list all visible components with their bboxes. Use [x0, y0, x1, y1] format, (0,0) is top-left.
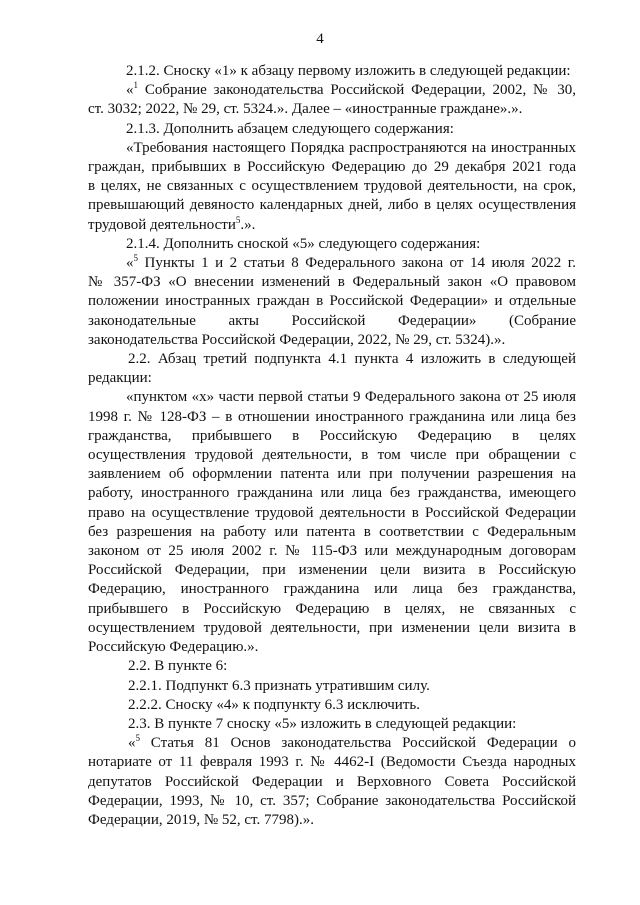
text-line: [88, 504, 576, 523]
line-text: положении иностранных граждан в Российской Федерации» и отдельные: [88, 293, 576, 310]
text-line: [88, 139, 576, 158]
text-line: [88, 350, 576, 369]
text-line: [88, 792, 576, 811]
text-line: [88, 580, 576, 599]
line-text: 2.2. В пункте 6:: [128, 658, 228, 675]
text-line: [88, 561, 576, 580]
quote-mark: «: [126, 82, 134, 99]
line-text: осуществлением трудовой деятельности, при изменении цели визита в: [88, 619, 576, 636]
text-line: [88, 696, 576, 715]
text-line: [88, 254, 576, 273]
footnote-marker: 5: [235, 214, 241, 225]
text-line: [88, 638, 576, 657]
text-line: [88, 657, 576, 676]
text-line: [88, 811, 576, 830]
text-line: [88, 619, 576, 638]
text-line: [88, 369, 576, 388]
text-line: [88, 677, 576, 696]
text-line: [88, 484, 576, 503]
line-text: 2.2.2. Сноску «4» к подпункту 6.3 исключить.: [128, 696, 420, 713]
line-text: трудовой деятельности: [88, 216, 236, 233]
text-line: [88, 235, 576, 254]
footnote-marker: 1: [133, 80, 138, 91]
document-body: [88, 62, 576, 830]
text-line: [88, 542, 576, 561]
text-line: [88, 408, 576, 427]
line-text: Статья 81 Основ законодательства Российской Федерации о: [140, 735, 576, 752]
line-text: 2.1.4. Дополнить сноской «5» следующего содержания:: [126, 235, 481, 252]
text-line: [88, 465, 576, 484]
quote-mark: «: [126, 255, 134, 272]
line-text: Федерации, 2019, № 52, ст. 7798).».: [88, 811, 314, 828]
line-text: № 357-ФЗ «О внесении изменений в Федеральный закон «О правовом: [88, 274, 576, 291]
line-text: право на осуществление трудовой деятельности в Российской Федерации: [88, 504, 576, 521]
line-text: редакции:: [88, 370, 152, 387]
line-text: законодательства Российской Федерации, 2022, № 29, ст. 5324).».: [88, 331, 506, 348]
quote-mark: «: [128, 735, 136, 752]
line-text: 2.2.1. Подпункт 6.3 признать утратившим силу.: [128, 677, 430, 694]
line-text: ст. 3032; 2022, № 29, ст. 5324.». Далее – «иностранные граждане».».: [88, 101, 523, 118]
text-line: [88, 734, 576, 753]
text-line: [88, 81, 576, 100]
text-line: [88, 292, 576, 311]
line-text: «Требования настоящего Порядка распространяются на иностранных: [126, 139, 576, 156]
line-text: Российскую Федерацию.».: [88, 639, 259, 656]
page-number: 4: [316, 31, 324, 47]
line-text: превышающий девяносто календарных дней, либо в целях осуществления: [88, 197, 576, 214]
text-line: [88, 753, 576, 772]
text-line: [88, 177, 576, 196]
text-line: [88, 158, 576, 177]
text-line: [88, 312, 576, 331]
text-line: [88, 446, 576, 465]
line-text: Собрание законодательства Российской Федерации, 2002, № 30,: [138, 82, 576, 99]
text-line: [88, 100, 576, 119]
text-line: [88, 427, 576, 446]
line-text: Федерации, 1993, № 10, ст. 357; Собрание законодательства Российской: [88, 792, 576, 809]
text-line: [88, 715, 576, 734]
footnote-marker: 5: [135, 733, 140, 744]
text-line: [88, 120, 576, 139]
line-text: работу, иностранного гражданина или лица без гражданства, имеющего: [88, 485, 576, 502]
text-line: [88, 388, 576, 407]
line-text: нотариате от 11 февраля 1993 г. № 4462-I (Ведомости Съезда народных: [88, 754, 576, 771]
text-line: [88, 196, 576, 215]
line-text: заявлением об оформлении патента или при получении разрешения на: [88, 466, 576, 483]
line-text: Российской Федерации, при изменении цели визита в Российскую: [88, 562, 576, 579]
line-text: граждан, прибывших в Российскую Федерацию до 29 декабря 2021 года: [88, 159, 576, 176]
text-line: [88, 62, 576, 81]
text-line: [88, 216, 576, 235]
line-text: 2.1.3. Дополнить абзацем следующего содержания:: [126, 120, 454, 137]
line-text: в целях, не связанных с осуществлением трудовой деятельности, на срок,: [88, 178, 576, 195]
text-line: [88, 773, 576, 792]
line-text: гражданства, прибывшего в Российскую Федерацию в целях: [88, 427, 576, 444]
text-line: [88, 523, 576, 542]
line-text: прибывшего в Российскую Федерацию в целях, не связанных с: [88, 600, 576, 617]
text-line: [88, 331, 576, 350]
line-text: без разрешения на работу или патента в соответствии с Федеральным: [88, 523, 576, 540]
line-text: осуществления трудовой деятельности, в том числе при обращении с: [88, 447, 576, 464]
line-text: Федерацию, иностранного гражданина или лица без гражданства,: [88, 581, 576, 598]
line-text: 1998 г. № 128-ФЗ – в отношении иностранного гражданина или лица без: [88, 408, 576, 425]
line-text: законодательные акты Российской Федерации» (Собрание: [88, 312, 576, 329]
line-text: 2.1.2. Сноску «1» к абзацу первому изложить в следующей редакции:: [126, 63, 571, 79]
text-line: [88, 273, 576, 292]
footnote-marker: 5: [133, 253, 138, 264]
line-text: Пункты 1 и 2 статьи 8 Федерального закона от 14 июля 2022 г.: [138, 255, 576, 272]
line-text: «пунктом «х» части первой статьи 9 Федерального закона от 25 июля: [126, 389, 576, 406]
line-text: депутатов Российской Федерации и Верховного Совета Российской: [88, 773, 576, 790]
line-text: законом от 25 июля 2002 г. № 115-ФЗ или международным договорам: [88, 543, 576, 560]
line-text-tail: .».: [240, 216, 256, 233]
text-line: [88, 600, 576, 619]
line-text: 2.3. В пункте 7 сноску «5» изложить в следующей редакции:: [128, 715, 517, 732]
line-text: 2.2. Абзац третий подпункта 4.1 пункта 4 изложить в следующей: [128, 351, 576, 368]
